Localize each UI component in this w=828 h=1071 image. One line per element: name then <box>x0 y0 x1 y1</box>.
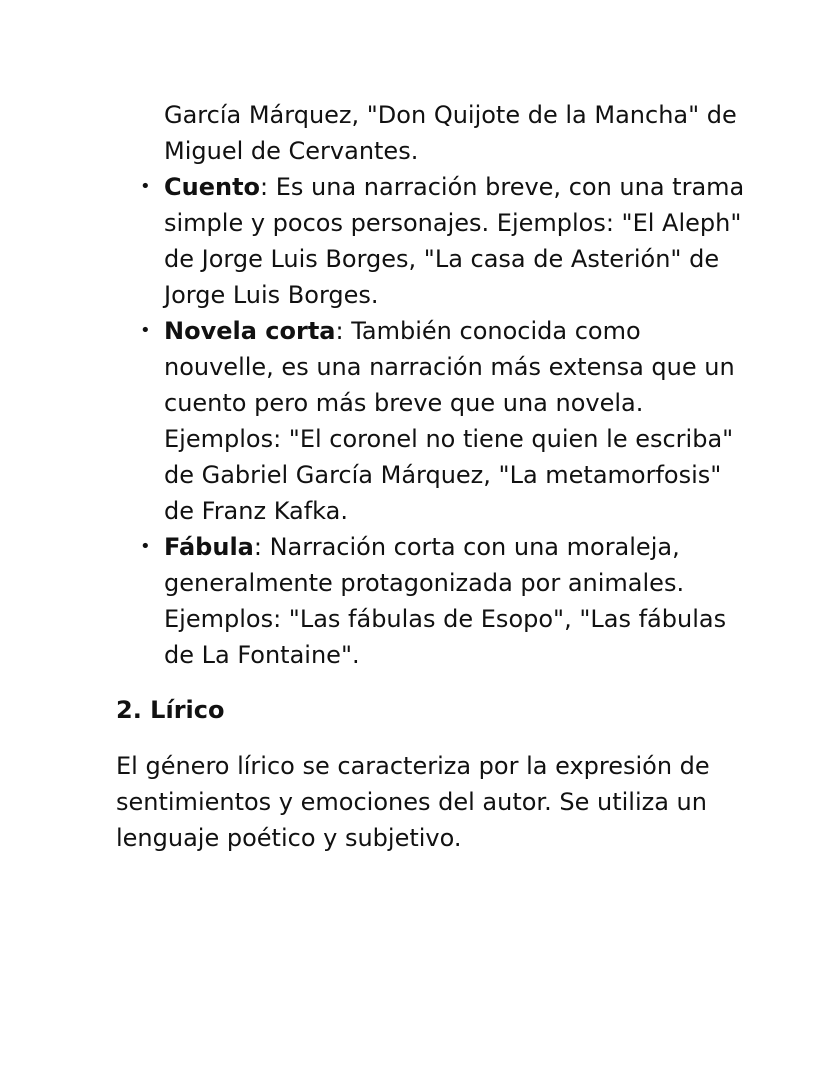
list-item-text: : Es una narración breve, con una trama simple y pocos personajes. Ejemplos: "El Aleph" de Jorge Luis Borges, "La casa de Asterión" de Jorge Luis Borges. <box>164 173 745 309</box>
list-item-text: : También conocida como nouvelle, es una narración más extensa que un cuento pero más breve que una novela. Ejemplos: "El coronel no tiene quien le escriba" de Gabriel García Márquez, "La metamorfosis" de Franz Kafka. <box>164 317 735 525</box>
bullet-icon: • <box>140 176 151 197</box>
section-paragraph: El género lírico se caracteriza por la expresión de sentimientos y emociones del autor. Se utiliza un lenguaje poético y subjetivo. <box>116 752 710 852</box>
genre-list <box>116 169 756 673</box>
list-item-term: Fábula <box>164 533 254 561</box>
list-item-cuento <box>116 169 756 313</box>
bullet-icon: • <box>140 536 151 557</box>
bullet-icon: • <box>140 320 151 341</box>
continuation-paragraph: García Márquez, "Don Quijote de la Mancha" de Miguel de Cervantes. <box>164 101 737 165</box>
list-item-term: Novela corta <box>164 317 336 345</box>
section-heading: 2. Lírico <box>116 696 225 724</box>
list-item-fabula <box>116 529 756 673</box>
list-item-novela-corta <box>116 313 756 529</box>
list-item-text: : Narración corta con una moraleja, generalmente protagonizada por animales. Ejemplos: "Las fábulas de Esopo", "Las fábulas de La Fontaine". <box>164 533 727 669</box>
list-item-term: Cuento <box>164 173 261 201</box>
